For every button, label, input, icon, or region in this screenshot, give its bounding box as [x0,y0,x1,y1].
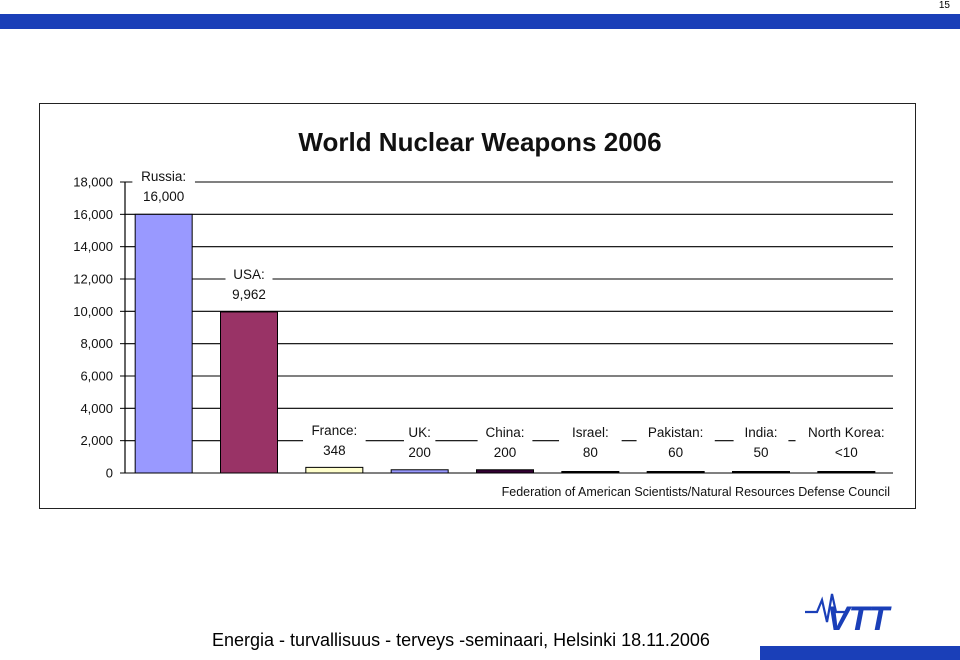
source-credit: Federation of American Scientists/Natural Resources Defense Council [501,485,890,499]
y-tick-label: 16,000 [73,206,113,222]
bar-category-label: Russia: [141,169,187,184]
bar-value-label: 80 [582,445,598,460]
bar-north-korea [818,472,875,474]
bar-value-label: 200 [408,445,431,460]
y-tick-label: 4,000 [80,400,113,416]
bar-india [733,472,790,474]
bar-category-label: China: [485,425,525,440]
bar-category-label: India: [744,425,778,440]
bar-value-label: 60 [668,445,684,460]
y-tick-label: 12,000 [73,271,113,287]
bar-value-label: 50 [753,445,769,460]
bar-category-label: France: [311,423,358,438]
y-axis [73,175,125,481]
bar-usa [221,312,278,473]
footer-bar [760,646,960,660]
bar-category-label: Pakistan: [647,425,704,440]
chart-title: World Nuclear Weapons 2006 [298,127,662,157]
y-tick-label: 0 [105,465,113,481]
bar-value-label: 16,000 [143,189,185,204]
bar-value-label: 200 [493,445,517,460]
chart-frame [39,103,916,509]
bar-category-label: Israel: [571,425,609,440]
bar-value-label: 348 [323,443,346,458]
bar-russia [135,214,192,473]
bar-pakistan [647,472,704,474]
page-number: 15 [938,0,950,11]
bar-value-label: 9,962 [232,287,266,302]
y-tick-label: 14,000 [73,239,113,255]
y-tick-label: 8,000 [80,336,113,352]
bar-israel [562,472,619,474]
y-tick-label: 10,000 [73,303,113,319]
bar-chart [40,104,915,508]
bar-category-label: USA: [233,267,265,282]
y-tick-label: 18,000 [73,174,113,190]
bar-category-label: UK: [408,425,431,440]
bar-value-label: <10 [834,445,858,460]
bar-france [306,467,363,473]
bar-category-label: North Korea: [808,425,885,440]
bar-uk [391,470,448,473]
vtt-logo [805,592,920,634]
bar-china [477,470,534,473]
vtt-logo-text: VTT [827,600,889,634]
y-tick-label: 6,000 [80,368,113,384]
footer-text: Energia - turvallisuus - terveys -seminaari, Helsinki 18.11.2006 [212,630,710,650]
y-tick-label: 2,000 [80,433,113,449]
top-banner-bar [0,14,960,29]
